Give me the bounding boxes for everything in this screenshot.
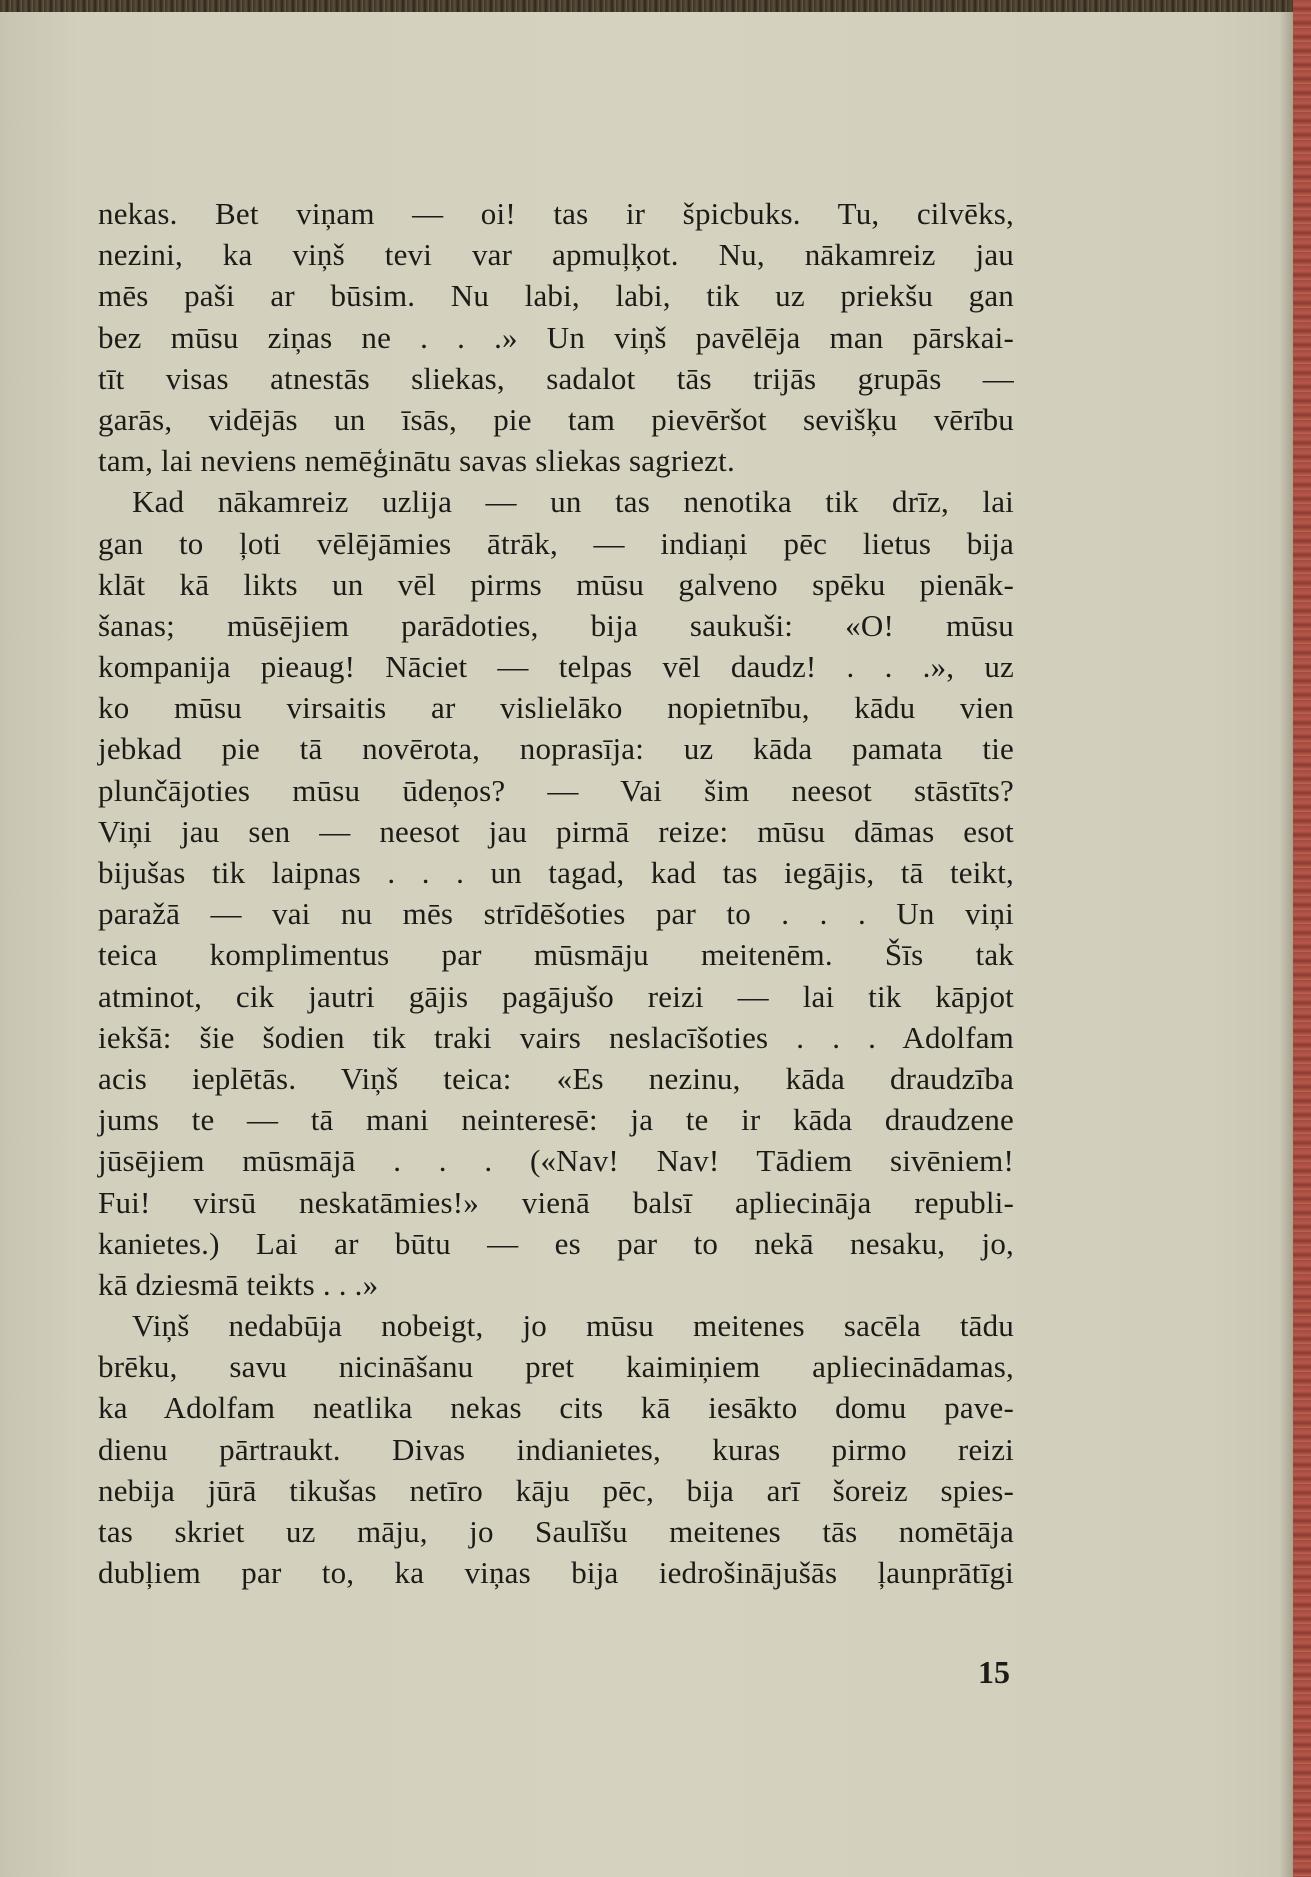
- text-line: tam, lai neviens nemēģinātu savas sliekas sagriezt.: [98, 443, 735, 479]
- text-line: mēs paši ar būsim. Nu labi, labi, tik uz priekšu gan: [98, 278, 1014, 314]
- text-line: garās, vidējās un īsās, pie tam pievēršot sevišķu vērību: [98, 401, 1014, 437]
- text-line: šanas; mūsējiem parādoties, bija saukuši: «O! mūsu: [98, 607, 1014, 643]
- text-line: dienu pārtraukt. Divas indianietes, kuras pirmo reizi: [98, 1431, 1014, 1467]
- text-line: kā dziesmā teikts . . .»: [98, 1266, 379, 1302]
- text-line: Fui! virsū neskatāmies!» vienā balsī apliecināja republi-: [98, 1184, 1014, 1220]
- page-top-edge: [0, 0, 1311, 12]
- text-line: nebija jūrā tikušas netīro kāju pēc, bija arī šoreiz spies-: [98, 1472, 1014, 1508]
- text-line: ko mūsu virsaitis ar vislielāko nopietnību, kādu vien: [98, 690, 1014, 726]
- text-line: klāt kā likts un vēl pirms mūsu galveno spēku pienāk-: [98, 566, 1014, 602]
- page-number: 15: [978, 1654, 1010, 1690]
- text-line: atminot, cik jautri gājis pagājušo reizi — lai tik kāpjot: [98, 978, 1014, 1014]
- text-line: bijušas tik laipnas . . . un tagad, kad tas iegājis, tā teikt,: [98, 855, 1014, 890]
- text-line: iekšā: šie šodien tik traki vairs neslacīšoties . . . Adolfam: [98, 1019, 1014, 1055]
- text-line: Viņi jau sen — neesot jau pirmā reize: mūsu dāmas esot: [98, 813, 1014, 849]
- text-line: kanietes.) Lai ar būtu — es par to nekā nesaku, jo,: [98, 1225, 1014, 1261]
- text-line: brēku, savu nicināšanu pret kaimiņiem apliecinādamas,: [98, 1349, 1014, 1385]
- text-line: jebkad pie tā novērota, noprasīja: uz kāda pamata tie: [98, 731, 1014, 767]
- binding-shadow: [1279, 0, 1293, 1877]
- text-line: acis ieplētās. Viņš teica: «Es nezinu, kāda draudzība: [98, 1060, 1014, 1096]
- text-line: jums te — tā mani neinteresē: ja te ir kāda draudzene: [98, 1102, 1014, 1138]
- text-line: ka Adolfam neatlika nekas cits kā iesākto domu pave-: [98, 1390, 1014, 1426]
- text-line: nezini, ka viņš tevi var apmuļķot. Nu, nākamreiz jau: [98, 237, 1014, 273]
- text-line: paražā — vai nu mēs strīdēšoties par to . . . Un viņi: [98, 896, 1014, 932]
- text-line: plunčājoties mūsu ūdeņos? — Vai šim neesot stāstīts?: [98, 772, 1014, 808]
- text-line: dubļiem par to, ka viņas bija iedrošinājušās ļaunprātīgi: [98, 1555, 1014, 1591]
- body-text: [98, 193, 1014, 1593]
- text-line: Viņš nedabūja nobeigt, jo mūsu meitenes sacēla tādu: [132, 1308, 1014, 1344]
- text-line: kompanija pieaug! Nāciet — telpas vēl daudz! . . .», uz: [98, 649, 1014, 685]
- text-line: tas skriet uz māju, jo Saulīšu meitenes tās nomētāja: [98, 1514, 1014, 1549]
- text-line: bez mūsu ziņas ne . . .» Un viņš pavēlēja man pārskai-: [98, 319, 1014, 355]
- text-line: gan to ļoti vēlējāmies ātrāk, — indiaņi pēc lietus bija: [98, 525, 1014, 561]
- text-line: jūsējiem mūsmājā . . . («Nav! Nav! Tādiem sivēniem!: [98, 1143, 1014, 1179]
- book-binding-edge: [1293, 0, 1311, 1877]
- text-line: nekas. Bet viņam — oi! tas ir špicbuks. Tu, cilvēks,: [98, 196, 1014, 231]
- text-line: Kad nākamreiz uzlija — un tas nenotika tik drīz, lai: [132, 484, 1014, 520]
- text-line: tīt visas atnestās sliekas, sadalot tās trijās grupās —: [98, 360, 1014, 396]
- text-line: teica komplimentus par mūsmāju meitenēm. Šīs tak: [98, 937, 1014, 973]
